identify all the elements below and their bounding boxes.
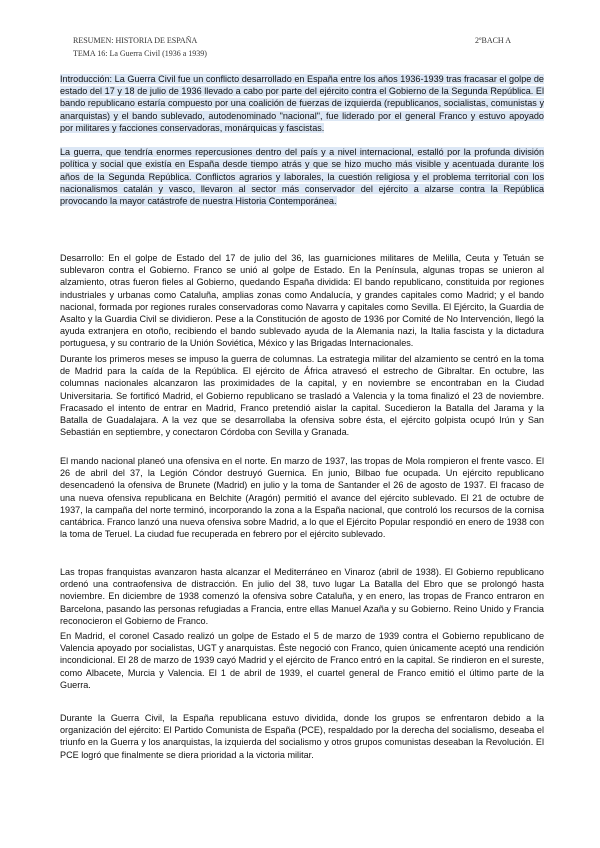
context-paragraph <box>60 146 544 207</box>
course-label: 2ºBACH A <box>475 36 512 45</box>
intro-text: Introducción: La Guerra Civil fue un conflicto desarrollado en España entre los años 1936-1939 tras fracasar el golpe de estado del 17 y 18 de julio de 1936 llevado a cabo por parte del ejército contra el Gobierno de la Segunda República. El bando republicano estaría compuesto por una coalición de fuerzas de izquierda (republicanos, socialistas, comunistas y anarquistas) y el bando sublevado, autodenominado "nacional", fue liderado por el general Franco y estuvo apoyado por militares y facciones conservadoras, monárquicas y fascistas. <box>60 74 544 133</box>
context-text: La guerra, que tendría enormes repercusiones dentro del país y a nivel internacional, estalló por la profunda división política y social que existía en España desde tiempo atrás y que se hizo mucho más visible y acentuada durante los años de la Segunda República. Conflictos agrarios y laborales, la cuestión religiosa y el problema territorial con los nacionalismos catalán y vasco, llevaron al sector más conservador del ejército a alzarse contra la República provocando la mayor catástrofe de nuestra Historia Contemporánea. <box>60 147 544 206</box>
end-of-war-paragraph: En Madrid, el coronel Casado realizó un golpe de Estado el 5 de marzo de 1939 contra el Gobierno republicano de Valencia apoyado por socialistas, UGT y anarquistas. Éste negoció con Franco, quien únicamente aceptó una rendición incondicional. El 28 de marzo de 1939 cayó Madrid y el ejército de Franco entró en la capital. Se rindieron en el sureste, como Albacete, Murcia y Valencia. El 1 de abril de 1939, el cuartel general de Franco emitió el último parte de la Guerra. <box>60 631 544 690</box>
intro-paragraph <box>60 73 544 134</box>
document-title: RESUMEN: HISTORIA DE ESPAÑA <box>73 36 198 45</box>
columns-war-paragraph: Durante los primeros meses se impuso la guerra de columnas. La estrategia militar del alzamiento se centró en la toma de Madrid para la caída de la República. El ejército de África atravesó el estrecho de Gibraltar. En octubre, las columnas nacionales alcanzaron las proximidades de la capital, y en noviembre se encontraban en la Ciudad Universitaria. Se fortificó Madrid, el Gobierno republicano se trasladó a Valencia y la toma finalizó el 23 de noviembre. Fracasado el intento de entrar en Madrid, Franco pretendió aislar la capital. Sucedieron la Batalla del Jarama y la Batalla de Guadalajara. A la vez que se desarrollaba la ofensiva sobre ésta, el ejército golpista ocupó Irún y San Sebastián en septiembre, y conectaron Córdoba con Sevilla y Granada. <box>60 354 544 438</box>
north-offensive-paragraph: El mando nacional planeó una ofensiva en el norte. En marzo de 1937, las tropas de Mola rompieron el frente vasco. El 26 de abril del 37, la Legión Cóndor destruyó Guernica. En junio, Bilbao fue ocupada. Un ejército republicano desencadenó la ofensiva de Brunete (Madrid) en julio y la toma de Santander el 26 de agosto de 1937. El fracaso de una nueva ofensiva republicana en Belchite (Aragón) permitió el avance del ejército sublevado. El 21 de octubre de 1937, la campaña del norte terminó, incorporando la zona a la España nacional, que controló los recursos de la cornisa cantábrica. Franco lanzó una nueva ofensiva sobre Madrid, a lo que el Ejército Popular respondió en enero de 1938 con la toma de Teruel. La ciudad fue recuperada en febrero por el ejército sublevado. <box>60 456 544 540</box>
document-subtitle: TEMA 16: La Guerra Civil (1936 a 1939) <box>73 49 207 58</box>
development-paragraph: Desarrollo: En el golpe de Estado del 17 de julio del 36, las guarniciones militares de Melilla, Ceuta y Tetuán se sublevaron contra el Gobierno. Franco se unió al golpe de Estado. En la Península, algunas tropas se unieron al alzamiento, otras fueron fieles al Gobierno, quedando España dividida: El bando republicano, constituida por regiones industriales y urbanas como Cataluña, amplias zonas como Andalucía, y grandes capitales como Madrid; y el bando nacional, formada por regiones rurales conservadoras como Navarra y capitales como Sevilla. El Ejército, la Guardia de Asalto y la Guardia Civil se dividieron. Pese a la Constitución de agosto de 1936 por Comité de No Intervención, llegó la ayuda extranjera en otoño, recibiendo el bando sublevado ayuda de la Alemania nazi, la Italia fascista y la dictadura portuguesa, y su contrario de la Unión Soviética, México y las Brigadas Internacionales. <box>60 253 544 349</box>
mediterranean-paragraph: Las tropas franquistas avanzaron hasta alcanzar el Mediterráneo en Vinaroz (abril de 1938). El Gobierno republicano ordenó una contraofensiva de distracción. En julio del 38, tuvo lugar La Batalla del Ebro que se prolongó hasta noviembre. En diciembre de 1938 comenzó la ofensiva sobre Cataluña, y en enero, las tropas de Franco entraron en Barcelona, pasando las personas refugiadas a Francia, entre ellas Manuel Azaña y su Gobierno. Reino Unido y Francia reconocieron el Gobierno de Franco. <box>60 567 544 626</box>
republican-division-paragraph: Durante la Guerra Civil, la España republicana estuvo dividida, donde los grupos se enfrentaron debido a la organización del ejército: El Partido Comunista de España (PCE), respaldado por la derecha del socialismo, deseaba el triunfo en la Guerra y los anarquistas, la izquierda del socialismo y otros grupos comunistas deseaban la Revolución. El PCE logró que finalmente se diera prioridad a la victoria militar. <box>60 713 544 760</box>
